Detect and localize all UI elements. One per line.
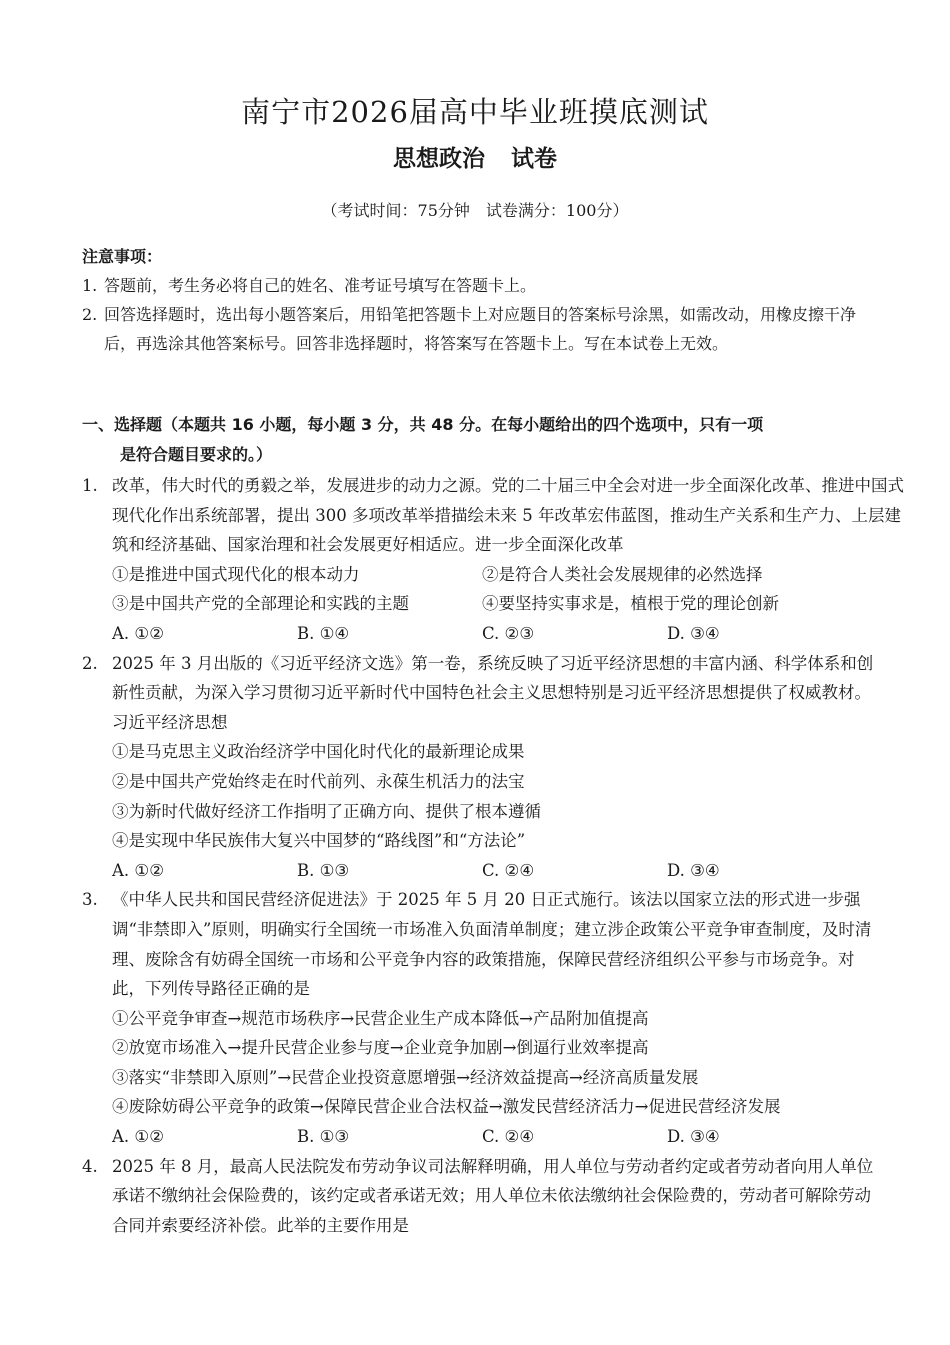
notice-item-number: 1.: [82, 276, 98, 295]
notice-item-text: 答题前，考生务必将自己的姓名、准考证号填写在答题卡上。: [104, 276, 537, 295]
notice-item: [82, 271, 882, 300]
statement: ②放宽市场准入→提升民营企业参与度→企业竞争加剧→倒逼行业效率提高: [112, 1038, 649, 1058]
statement: ④要坚持实事求是，植根于党的理论创新: [482, 594, 779, 614]
question-body: [112, 1152, 882, 1241]
answer-choices: [112, 856, 882, 886]
answer-choices: [112, 619, 912, 649]
question-body: [112, 649, 882, 886]
subject-name: 思想政治: [393, 146, 485, 172]
question-number: 4.: [82, 1156, 98, 1176]
answer-choices: [112, 1122, 882, 1152]
question-body: [112, 471, 912, 649]
statement: ④废除妨碍公平竞争的政策→保障民营企业合法权益→激发民营经济活力→促进民营经济发展: [112, 1097, 781, 1117]
statement: ③为新时代做好经济工作指明了正确方向、提供了根本遵循: [112, 801, 541, 821]
question-2: [82, 649, 882, 886]
choice-b: B. ①③: [297, 860, 350, 880]
choice-a: A. ①②: [112, 1127, 164, 1147]
subject-title: [0, 142, 950, 176]
question-body: [112, 885, 882, 1151]
statement: ②是中国共产党始终走在时代前列、永葆生机活力的法宝: [112, 771, 525, 791]
statement: ④是实现中华民族伟大复兴中国梦的“路线图”和“方法论”: [112, 831, 526, 851]
exam-title: 南宁市2026届高中毕业班摸底测试: [241, 95, 709, 129]
statement: ③是中国共产党的全部理论和实践的主题: [112, 594, 409, 614]
choice-d: D. ③④: [667, 860, 720, 880]
choice-d: D. ③④: [667, 1127, 720, 1147]
choice-c: C. ②④: [482, 1127, 535, 1147]
exam-info: （考试时间：75分钟 试卷满分：100分）: [321, 201, 629, 220]
statement: ③落实“非禁即入原则”→民营企业投资意愿增强→经济效益提高→经济高质量发展: [112, 1067, 699, 1087]
notice-item: [82, 300, 882, 358]
question-number: 1.: [82, 476, 98, 495]
notice-heading: 注意事项：: [82, 247, 163, 266]
statement: ①是马克思主义政治经济学中国化时代化的最新理论成果: [112, 742, 525, 762]
choice-c: C. ②③: [482, 623, 535, 643]
question-stem: 2025 年 8 月，最高人民法院发布劳动争议司法解释明确，用人单位与劳动者约定或者劳动者向用人单位承诺不缴纳社会保险费的，该约定或者承诺无效；用人单位未依法缴纳社会保险费的，劳动者可解除劳动合同并索要经济补偿。此举的主要作用是: [112, 1156, 874, 1235]
choice-d: D. ③④: [667, 623, 720, 643]
question-number: 2.: [82, 653, 98, 673]
statement: ②是符合人类社会发展规律的必然选择: [482, 564, 763, 584]
statement-grid: [112, 560, 912, 619]
statement: ①是推进中国式现代化的根本动力: [112, 564, 360, 584]
question-stem: 《中华人民共和国民营经济促进法》于 2025 年 5 月 20 日正式施行。该法以国家立法的形式进一步强调“非禁即入”原则，明确实行全国统一市场准入负面清单制度；建立涉企政策公平竞争审查制度，及时清理、废除含有妨碍全国统一市场和公平竞争内容的政策措施，保障民营经济组织公平参与市场竞争。对此，下列传导路径正确的是: [112, 890, 872, 999]
section-heading-line1: 一、选择题（本题共 16 小题，每小题 3 分，共 48 分。在每小题给出的四个选项中，只有一项: [82, 415, 764, 434]
section-heading: [82, 410, 882, 470]
statement: ①公平竞争审查→规范市场秩序→民营企业生产成本降低→产品附加值提高: [112, 1008, 649, 1028]
choice-c: C. ②④: [482, 860, 535, 880]
question-number: 3.: [82, 890, 98, 910]
notice-item-number: 2.: [82, 305, 98, 324]
choice-b: B. ①④: [297, 623, 350, 643]
choice-a: A. ①②: [112, 860, 164, 880]
notice-item-text: 回答选择题时，选出每小题答案后，用铅笔把答题卡上对应题目的答案标号涂黑，如需改动，用橡皮擦干净后，再选涂其他答案标号。回答非选择题时，将答案写在答题卡上。写在本试卷上无效。: [104, 305, 857, 353]
question-stem: 改革，伟大时代的勇毅之举，发展进步的动力之源。党的二十届三中全会对进一步全面深化改革、推进中国式现代化作出系统部署，提出 300 多项改革举措描绘未来 5 年改革宏伟蓝图，推动生产关系和生产力、上层建筑和经济基础、国家治理和社会发展更好相适应。进一步全面深化改革: [112, 476, 904, 555]
question-4: [82, 1152, 882, 1241]
question-list: [82, 471, 904, 1240]
section-heading-line2: 是符合题目要求的。）: [120, 445, 273, 464]
question-1: [82, 471, 904, 649]
question-stem: 2025 年 3 月出版的《习近平经济文选》第一卷，系统反映了习近平经济思想的丰富内涵、科学体系和创新性贡献，为深入学习贯彻习近平新时代中国特色社会主义思想特别是习近平经济思想提供了权威教材。习近平经济思想: [112, 653, 874, 732]
choice-b: B. ①③: [297, 1127, 350, 1147]
notice-section: [82, 242, 882, 358]
question-3: [82, 885, 882, 1151]
paper-label: 试卷: [511, 146, 557, 172]
choice-a: A. ①②: [112, 623, 164, 643]
